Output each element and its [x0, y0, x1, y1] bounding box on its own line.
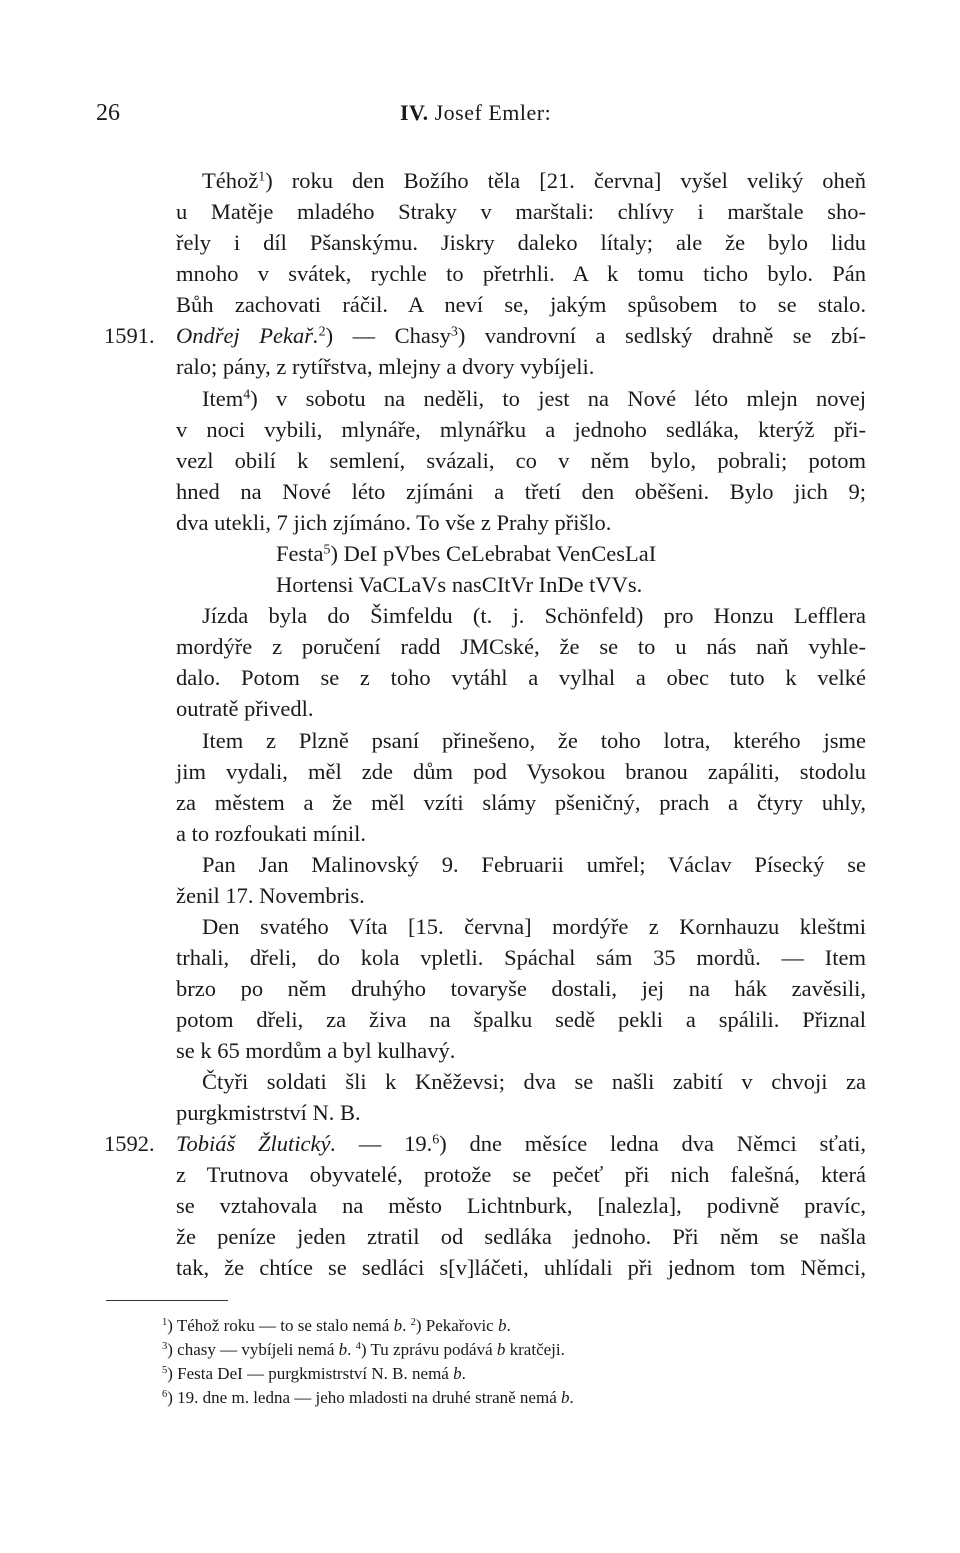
text-line: u Matěje mladého Straky v marštali: chlívy i marštale sho-	[176, 199, 866, 224]
text-line: potom dřeli, za živa na špalku sedě pekli a spálili. Přiznal	[176, 1007, 866, 1032]
text-line: tak, že chtíce se sedláci s[v]láčeti, uhlídali při jednom tom Němci,	[176, 1255, 866, 1280]
text-line: Bůh zachovati ráčil. A neví se, jakým spůsobem to se stalo.	[176, 292, 866, 317]
text-line: outratě přivedl.	[176, 696, 314, 721]
text-line: Item z Plzně psaní přinešeno, že toho lotra, kterého jsme	[202, 728, 866, 753]
text-line: že peníze jeden ztratil od sedláka jednoho. Při něm se našla	[176, 1224, 866, 1249]
text-line: ženil 17. Novembris.	[176, 883, 365, 908]
text-line: trhali, dřeli, do kola vpletli. Spáchal sám 35 mordů. — Item	[176, 945, 866, 970]
author-name: Josef Emler:	[434, 100, 552, 125]
text-line: dva utekli, 7 jich zjímáno. To vše z Prahy přišlo.	[176, 510, 612, 535]
running-title	[400, 100, 551, 126]
footnote-divider	[106, 1300, 228, 1301]
footnote: $^6$) 19. dne m. ledna — jeho mladosti na druhé straně nemá b.	[162, 1388, 574, 1407]
chronogram-line: Hortensi VaCLaVs nasCItVr InDe tVVs.	[276, 572, 643, 597]
text-line: vezl obilí k semlení, svázali, co v něm bylo, pobrali; potom	[176, 448, 866, 473]
section-roman: IV.	[400, 100, 429, 125]
running-header	[0, 100, 960, 136]
text-line: jim vydali, měl zde dům pod Vysokou branou zapáliti, stodolu	[176, 759, 866, 784]
text-line: Pan Jan Malinovský 9. Februarii umřel; Václav Písecký se	[202, 852, 866, 877]
year-marginal: 1591.	[104, 323, 155, 348]
text-line: Den svatého Víta [15. června] mordýře z Kornhauzu kleštmi	[202, 914, 866, 939]
person-name: Tobiáš Žlutický.	[176, 1131, 337, 1156]
year-marginal: 1592.	[104, 1131, 155, 1156]
page-number: 26	[96, 100, 120, 126]
text-line: Jízda byla do Šimfeldu (t. j. Schönfeld) pro Honzu Lefflera	[202, 603, 866, 628]
chronogram-line: Festa$^5$) DeI pVbes CeLebrabat VenCesLaI	[276, 541, 657, 566]
text-line: v noci vybili, mlynáře, mlynářku a jednoho sedláka, kterýž při-	[176, 417, 866, 442]
text-line: Čtyři soldati šli k Kněževsi; dva se našli zabití v chvoji za	[202, 1069, 866, 1094]
text-line: Téhož$^1$) roku den Božího těla [21. června] vyšel veliký oheň	[202, 168, 866, 193]
text-line: řely i díl Pšanskýmu. Jiskry daleko lítaly; ale že bylo lidu	[176, 230, 866, 255]
text-line: se k 65 mordům a byl kulhavý.	[176, 1038, 456, 1063]
text-line: ralo; pány, z rytířstva, mlejny a dvory vybíjeli.	[176, 354, 595, 379]
footnote: $^5$) Festa DeI — purgkmistrství N. B. nemá b.	[162, 1364, 466, 1383]
person-name: Ondřej Pekař.	[176, 323, 319, 348]
text-line: mnoho v svátek, rychle to přetrhli. A k tomu ticho bylo. Pán	[176, 261, 866, 286]
footnote: $^1$) Téhož roku — to se stalo nemá b. $^2$) Pekařovic b.	[162, 1316, 511, 1335]
text-line: Ondřej Pekař.$^2$) — Chasy$^3$) vandrovní a sedlský drahně se zbí-	[176, 323, 867, 348]
text-line: brzo po něm druhýho tovaryše dostali, jej na hák zavěsili,	[176, 976, 866, 1001]
text-line: Item$^4$) v sobotu na neděli, to jest na Nové léto mlejn novej	[202, 386, 866, 411]
text-line: mordýře z poručení radd JMCské, že se to u nás naň vyhle-	[176, 634, 866, 659]
text-line: dalo. Potom se z toho vytáhl a vylhal a obec tuto k velké	[176, 665, 866, 690]
text-line: z Trutnova obyvatelé, protože se pečeť při nich falešná, která	[176, 1162, 866, 1187]
text-line: hned na Nové léto zjímáni a třetí den oběšeni. Bylo jich 9;	[176, 479, 866, 504]
text-line: purgkmistrství N. B.	[176, 1100, 361, 1125]
text-line: Tobiáš Žlutický. — 19.$^6$) dne měsíce ledna dva Němci sťati,	[176, 1131, 867, 1156]
text-line: za městem a že měl vzíti slámy pšeničný, prach a čtyry uhly,	[176, 790, 866, 815]
footnote: $^3$) chasy — vybíjeli nemá b. $^4$) Tu zprávu podává b kratčeji.	[162, 1340, 565, 1359]
text-line: se vztahovala na město Lichtnburk, [nalezla], podivně pravíc,	[176, 1193, 866, 1218]
text-line: a to rozfoukati mínil.	[176, 821, 366, 846]
